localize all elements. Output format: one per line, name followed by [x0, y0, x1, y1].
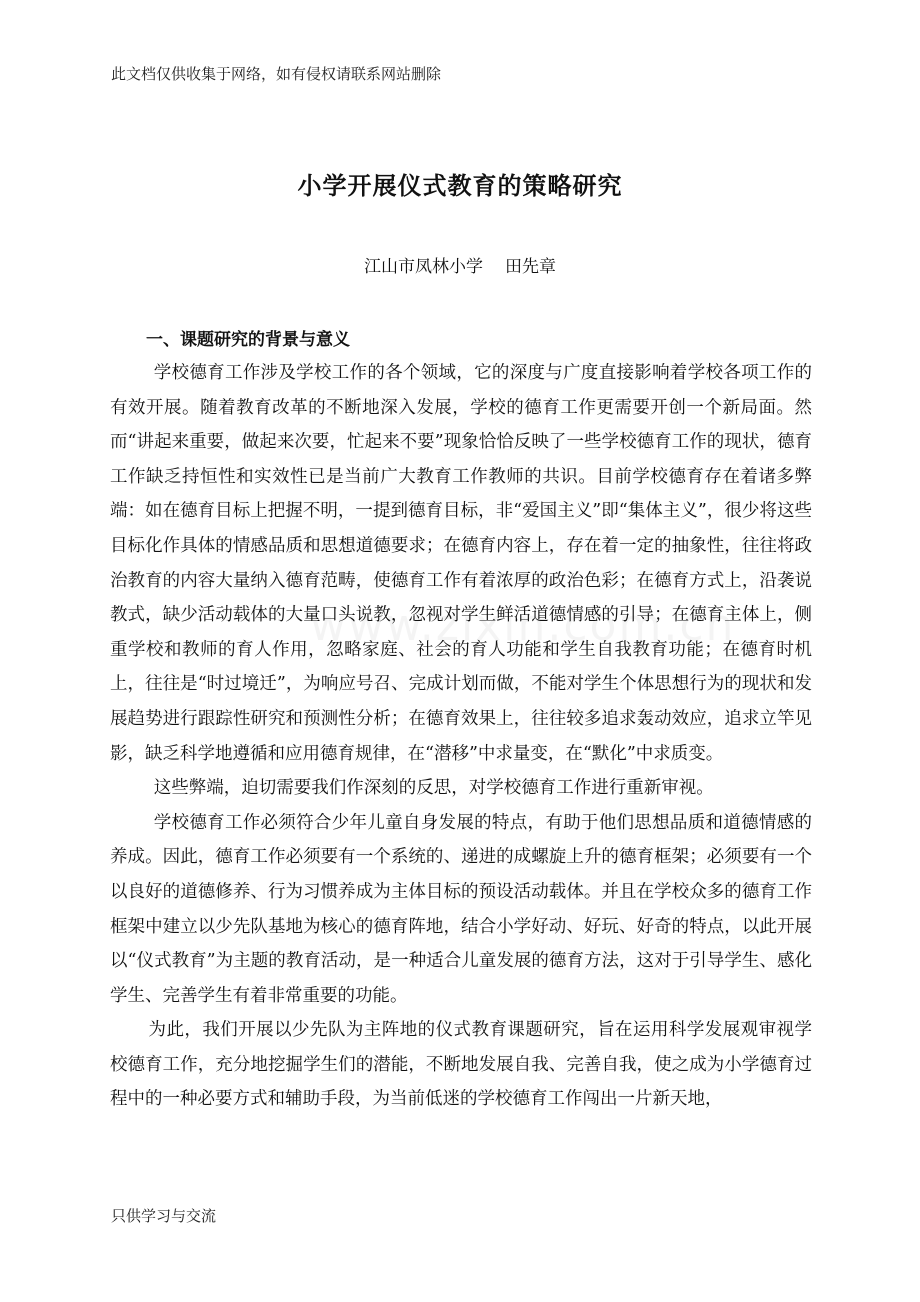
paragraph: 学校德育工作涉及学校工作的各个领域，它的深度与广度直接影响着学校各项工作的有效开展。随着教育改革的不断地深入发展，学校的德育工作更需要开创一个新局面。然而“讲起来重要，做起来次要，忙起来不要”现象恰恰反映了一些学校德育工作的现状，德育工作缺乏持恒性和实效性已是当前广大教育工作教师的共识。目前学校德育存在着诸多弊端：如在德育目标上把握不明，一提到德育目标，非“爱国主义”即“集体主义”，很少将这些目标化作具体的情感品质和思想道德要求；在德育内容上，存在着一定的抽象性，往往将政治教育的内容大量纳入德育范畴，使德育工作有着浓厚的政治色彩；在德育方式上，沿袭说教式，缺少活动载体的大量口头说教，忽视对学生鲜活道德情感的引导；在德育主体上，侧重学校和教师的育人作用，忽略家庭、社会的育人功能和学生自我教育功能；在德育时机上，往往是“时过境迁”，为响应号召、完成计划而做，不能对学生个体思想行为的现状和发展趋势进行跟踪性研究和预测性分析；在德育效果上，往往较多追求轰动效应，追求立竿见影，缺乏科学地遵循和应用德育规律，在“潜移”中求量变，在“默化”中求质变。 — [110, 363, 812, 764]
paragraph: 这些弊端，迫切需要我们作深刻的反思，对学校德育工作进行重新审视。 — [153, 778, 714, 799]
header-disclaimer: 此文档仅供收集于网络，如有侵权请联系网站删除 — [111, 65, 442, 83]
document-title: 小学开展仪式教育的策略研究 — [297, 172, 623, 200]
paragraph: 学校德育工作必须符合少年儿童自身发展的特点，有助于他们思想品质和道德情感的养成。因此，德育工作必须要有一个系统的、递进的成螺旋上升的德育框架；必须要有一个以良好的道德修养、行为习惯养成为主体目标的预设活动载体。并且在学校众多的德育工作框架中建立以少先队基地为核心的德育阵地，结合小学好动、好玩、好奇的特点，以此开展以“仪式教育”为主题的教育活动，是一种适合儿童发展的德育方法，这对于引导学生、感化学生、完善学生有着非常重要的功能。 — [110, 812, 812, 1006]
author-line — [0, 252, 920, 277]
section-heading: 一、课题研究的背景与意义 — [146, 330, 350, 350]
footer-note: 只供学习与交流 — [111, 1207, 217, 1225]
paragraph: 为此，我们开展以少先队为主阵地的仪式教育课题研究，旨在运用科学发展观审视学校德育工作，充分地挖掘学生们的潜能，不断地发展自我、完善自我，使之成为小学德育过程中的一种必要方式和辅助手段，为当前低迷的学校德育工作闯出一片新天地， — [110, 1020, 812, 1110]
document-body — [110, 356, 812, 1117]
author-school: 江山市凤林小学 — [364, 257, 483, 277]
author-name: 田先章 — [505, 257, 556, 277]
